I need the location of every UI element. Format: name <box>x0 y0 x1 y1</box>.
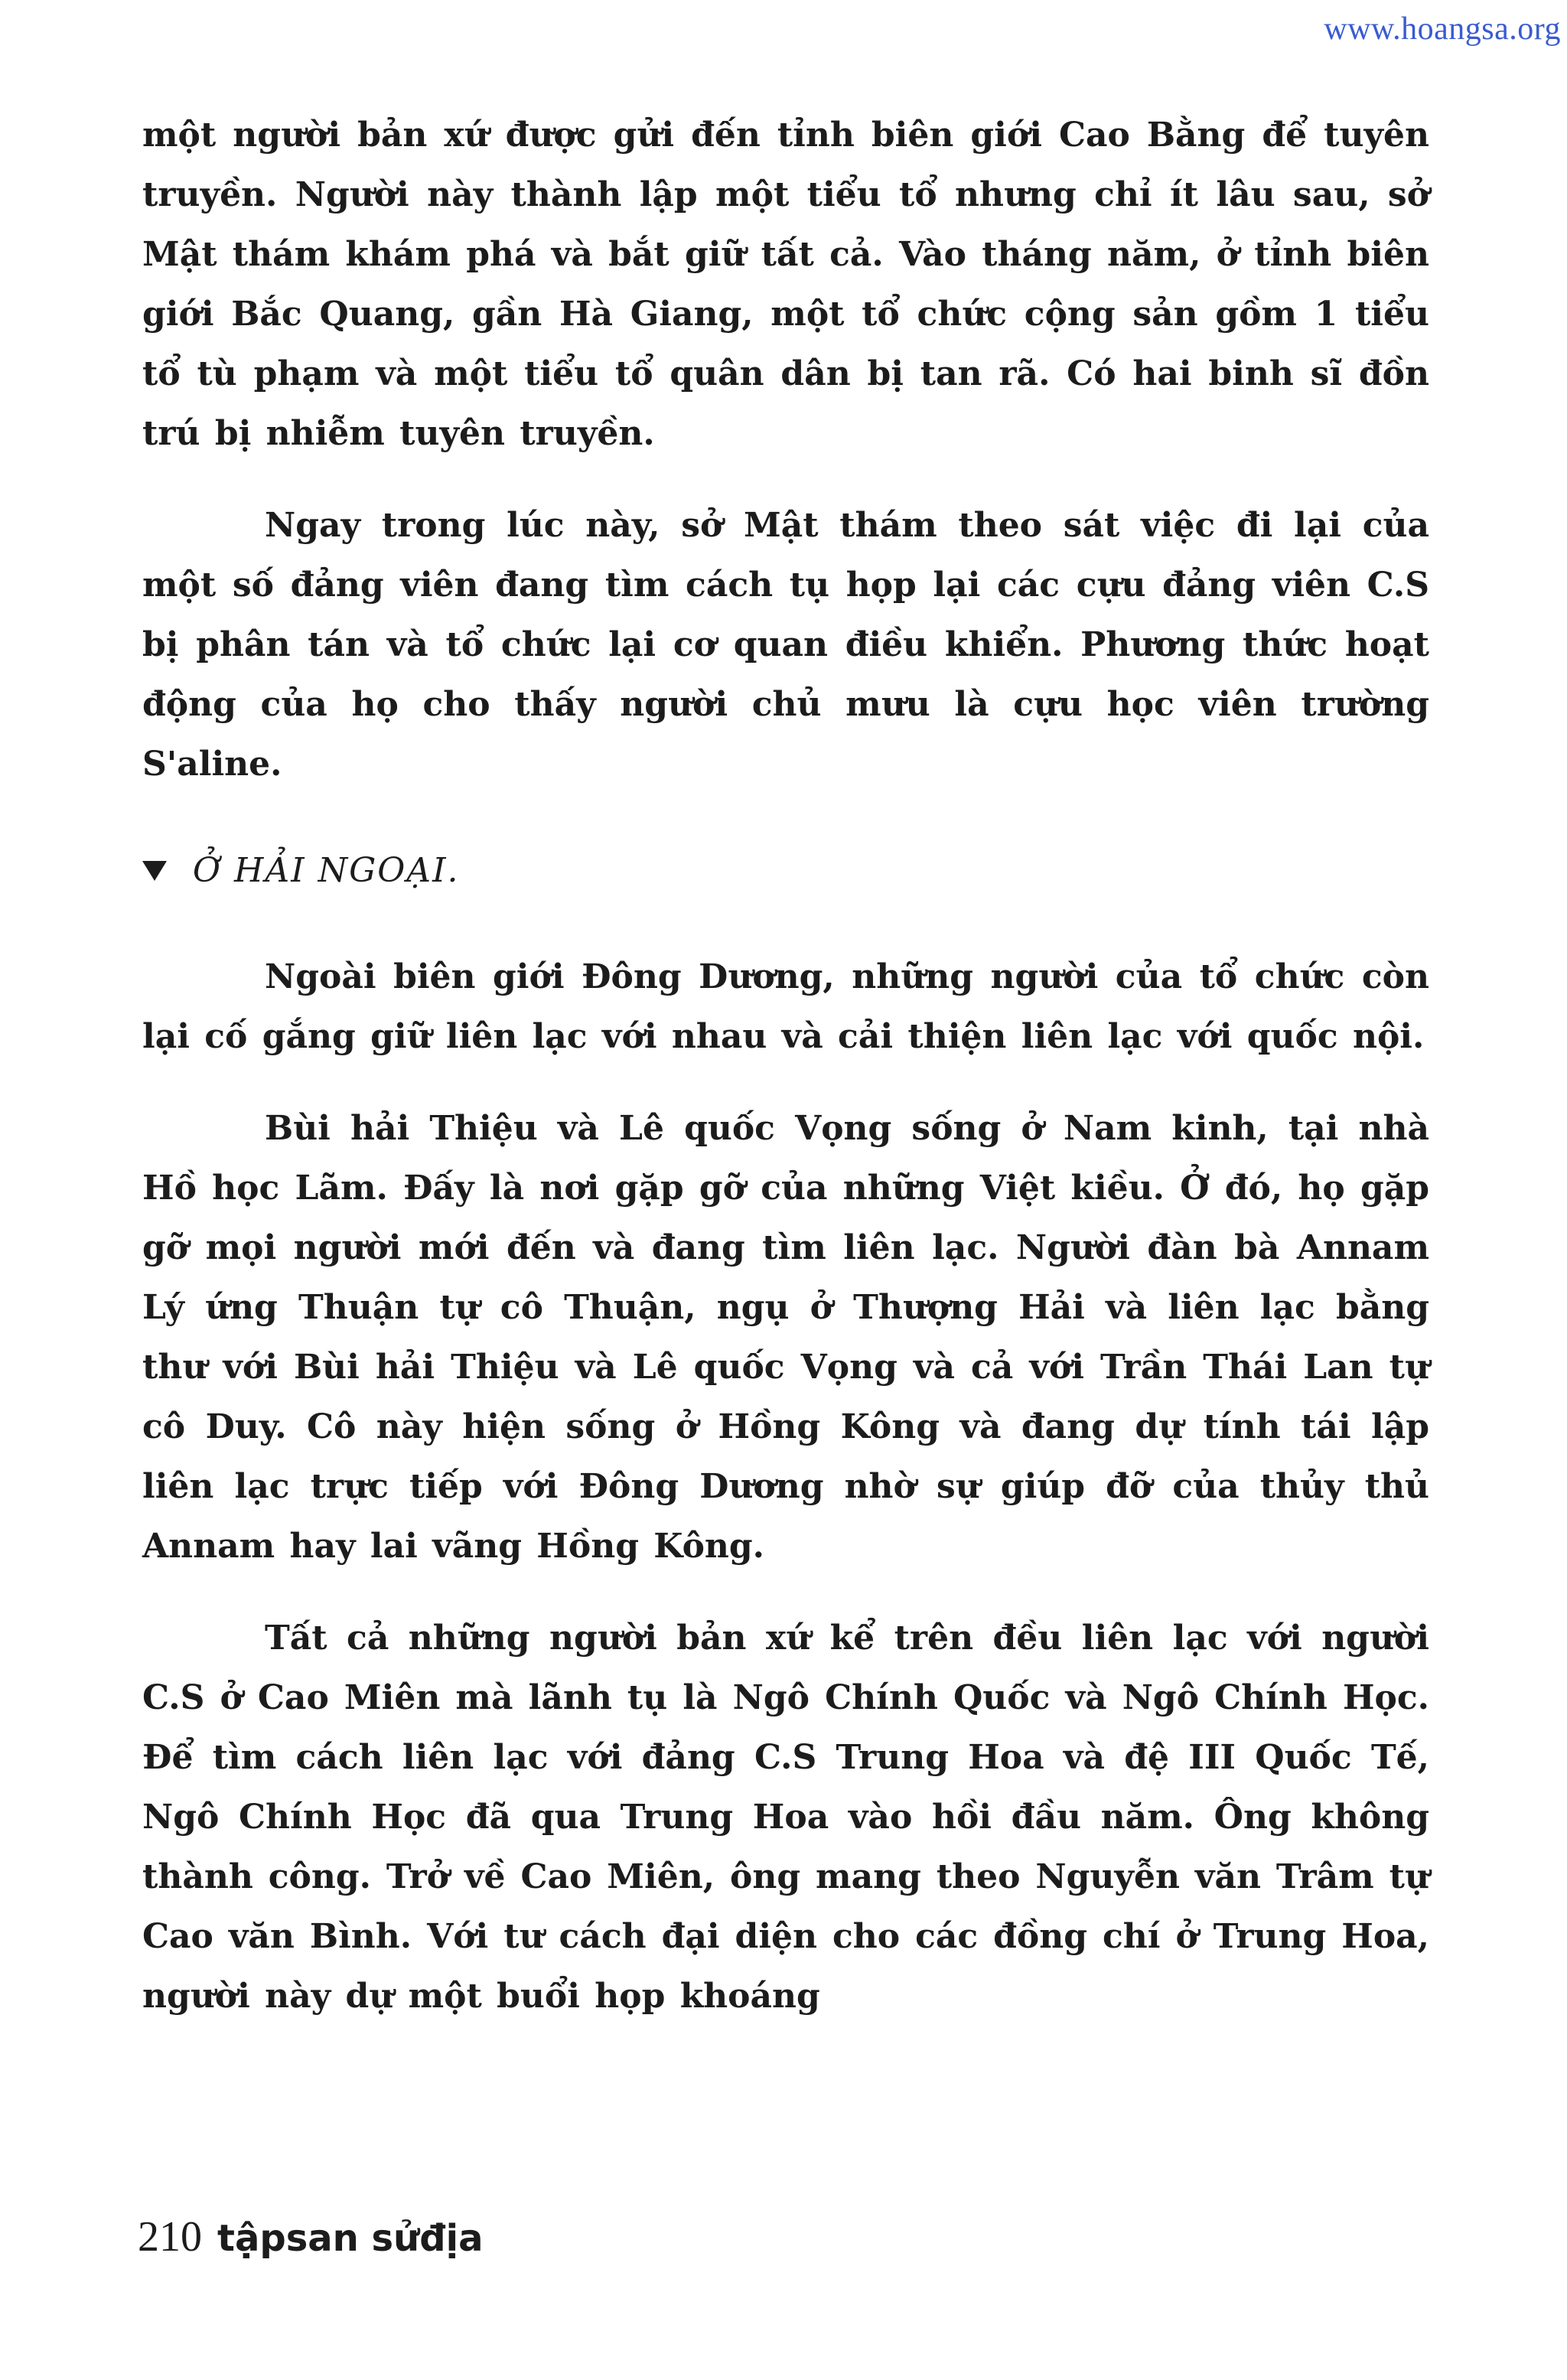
paragraph-1: một người bản xứ được gửi đến tỉnh biên giới Cao Bằng để tuyên truyền. Người này thành lập một tiểu tổ nhưng chỉ ít lâu sau, sở Mật thám khám phá và bắt giữ tất cả. Vào tháng năm, ở tỉnh biên giới Bắc Quang, gần Hà Giang, một tổ chức cộng sản gồm 1 tiểu tổ tù phạm và một tiểu tổ quân dân bị tan rã. Có hai binh sĩ đồn trú bị nhiễm tuyên truyền. <box>142 116 1429 453</box>
page-number: 210 <box>138 2213 202 2261</box>
section-heading <box>142 848 1429 894</box>
publication-name: tậpsan sửđịa <box>217 2217 484 2260</box>
section-heading-text: Ở HẢI NGOẠI. <box>193 851 460 890</box>
triangle-bullet-icon <box>142 861 167 881</box>
page-body <box>142 106 1429 2026</box>
paragraph-2: Ngay trong lúc này, sở Mật thám theo sát việc đi lại của một số đảng viên đang tìm cách tụ họp lại các cựu đảng viên C.S bị phân tán và tổ chức lại cơ quan điều khiển. Phương thức hoạt động của họ cho thấy người chủ mưu là cựu học viên trường S'aline. <box>142 506 1429 784</box>
paragraph-5: Tất cả những người bản xứ kể trên đều liên lạc với người C.S ở Cao Miên mà lãnh tụ là Ngô Chính Quốc và Ngô Chính Học. Để tìm cách liên lạc với đảng C.S Trung Hoa và đệ III Quốc Tế, Ngô Chính Học đã qua Trung Hoa vào hồi đầu năm. Ông không thành công. Trở về Cao Miên, ông mang theo Nguyễn văn Trâm tự Cao văn Bình. Với tư cách đại diện cho các đồng chí ở Trung Hoa, người này dự một buổi họp khoáng <box>142 1619 1429 2016</box>
watermark-url: www.hoangsa.org <box>1324 11 1561 47</box>
page-footer <box>138 2210 483 2265</box>
paragraph-3: Ngoài biên giới Đông Dương, những người của tổ chức còn lại cố gắng giữ liên lạc với nhau và cải thiện liên lạc với quốc nội. <box>142 957 1429 1056</box>
paragraph-4: Bùi hải Thiệu và Lê quốc Vọng sống ở Nam kinh, tại nhà Hồ học Lãm. Đấy là nơi gặp gỡ của những Việt kiều. Ở đó, họ gặp gỡ mọi người mới đến và đang tìm liên lạc. Người đàn bà Annam Lý ứng Thuận tự cô Thuận, ngụ ở Thượng Hải và liên lạc bằng thư với Bùi hải Thiệu và Lê quốc Vọng và cả với Trần Thái Lan tự cô Duy. Cô này hiện sống ở Hồng Kông và đang dự tính tái lập liên lạc trực tiếp với Đông Dương nhờ sự giúp đỡ của thủy thủ Annam hay lai vãng Hồng Kông. <box>142 1109 1429 1566</box>
